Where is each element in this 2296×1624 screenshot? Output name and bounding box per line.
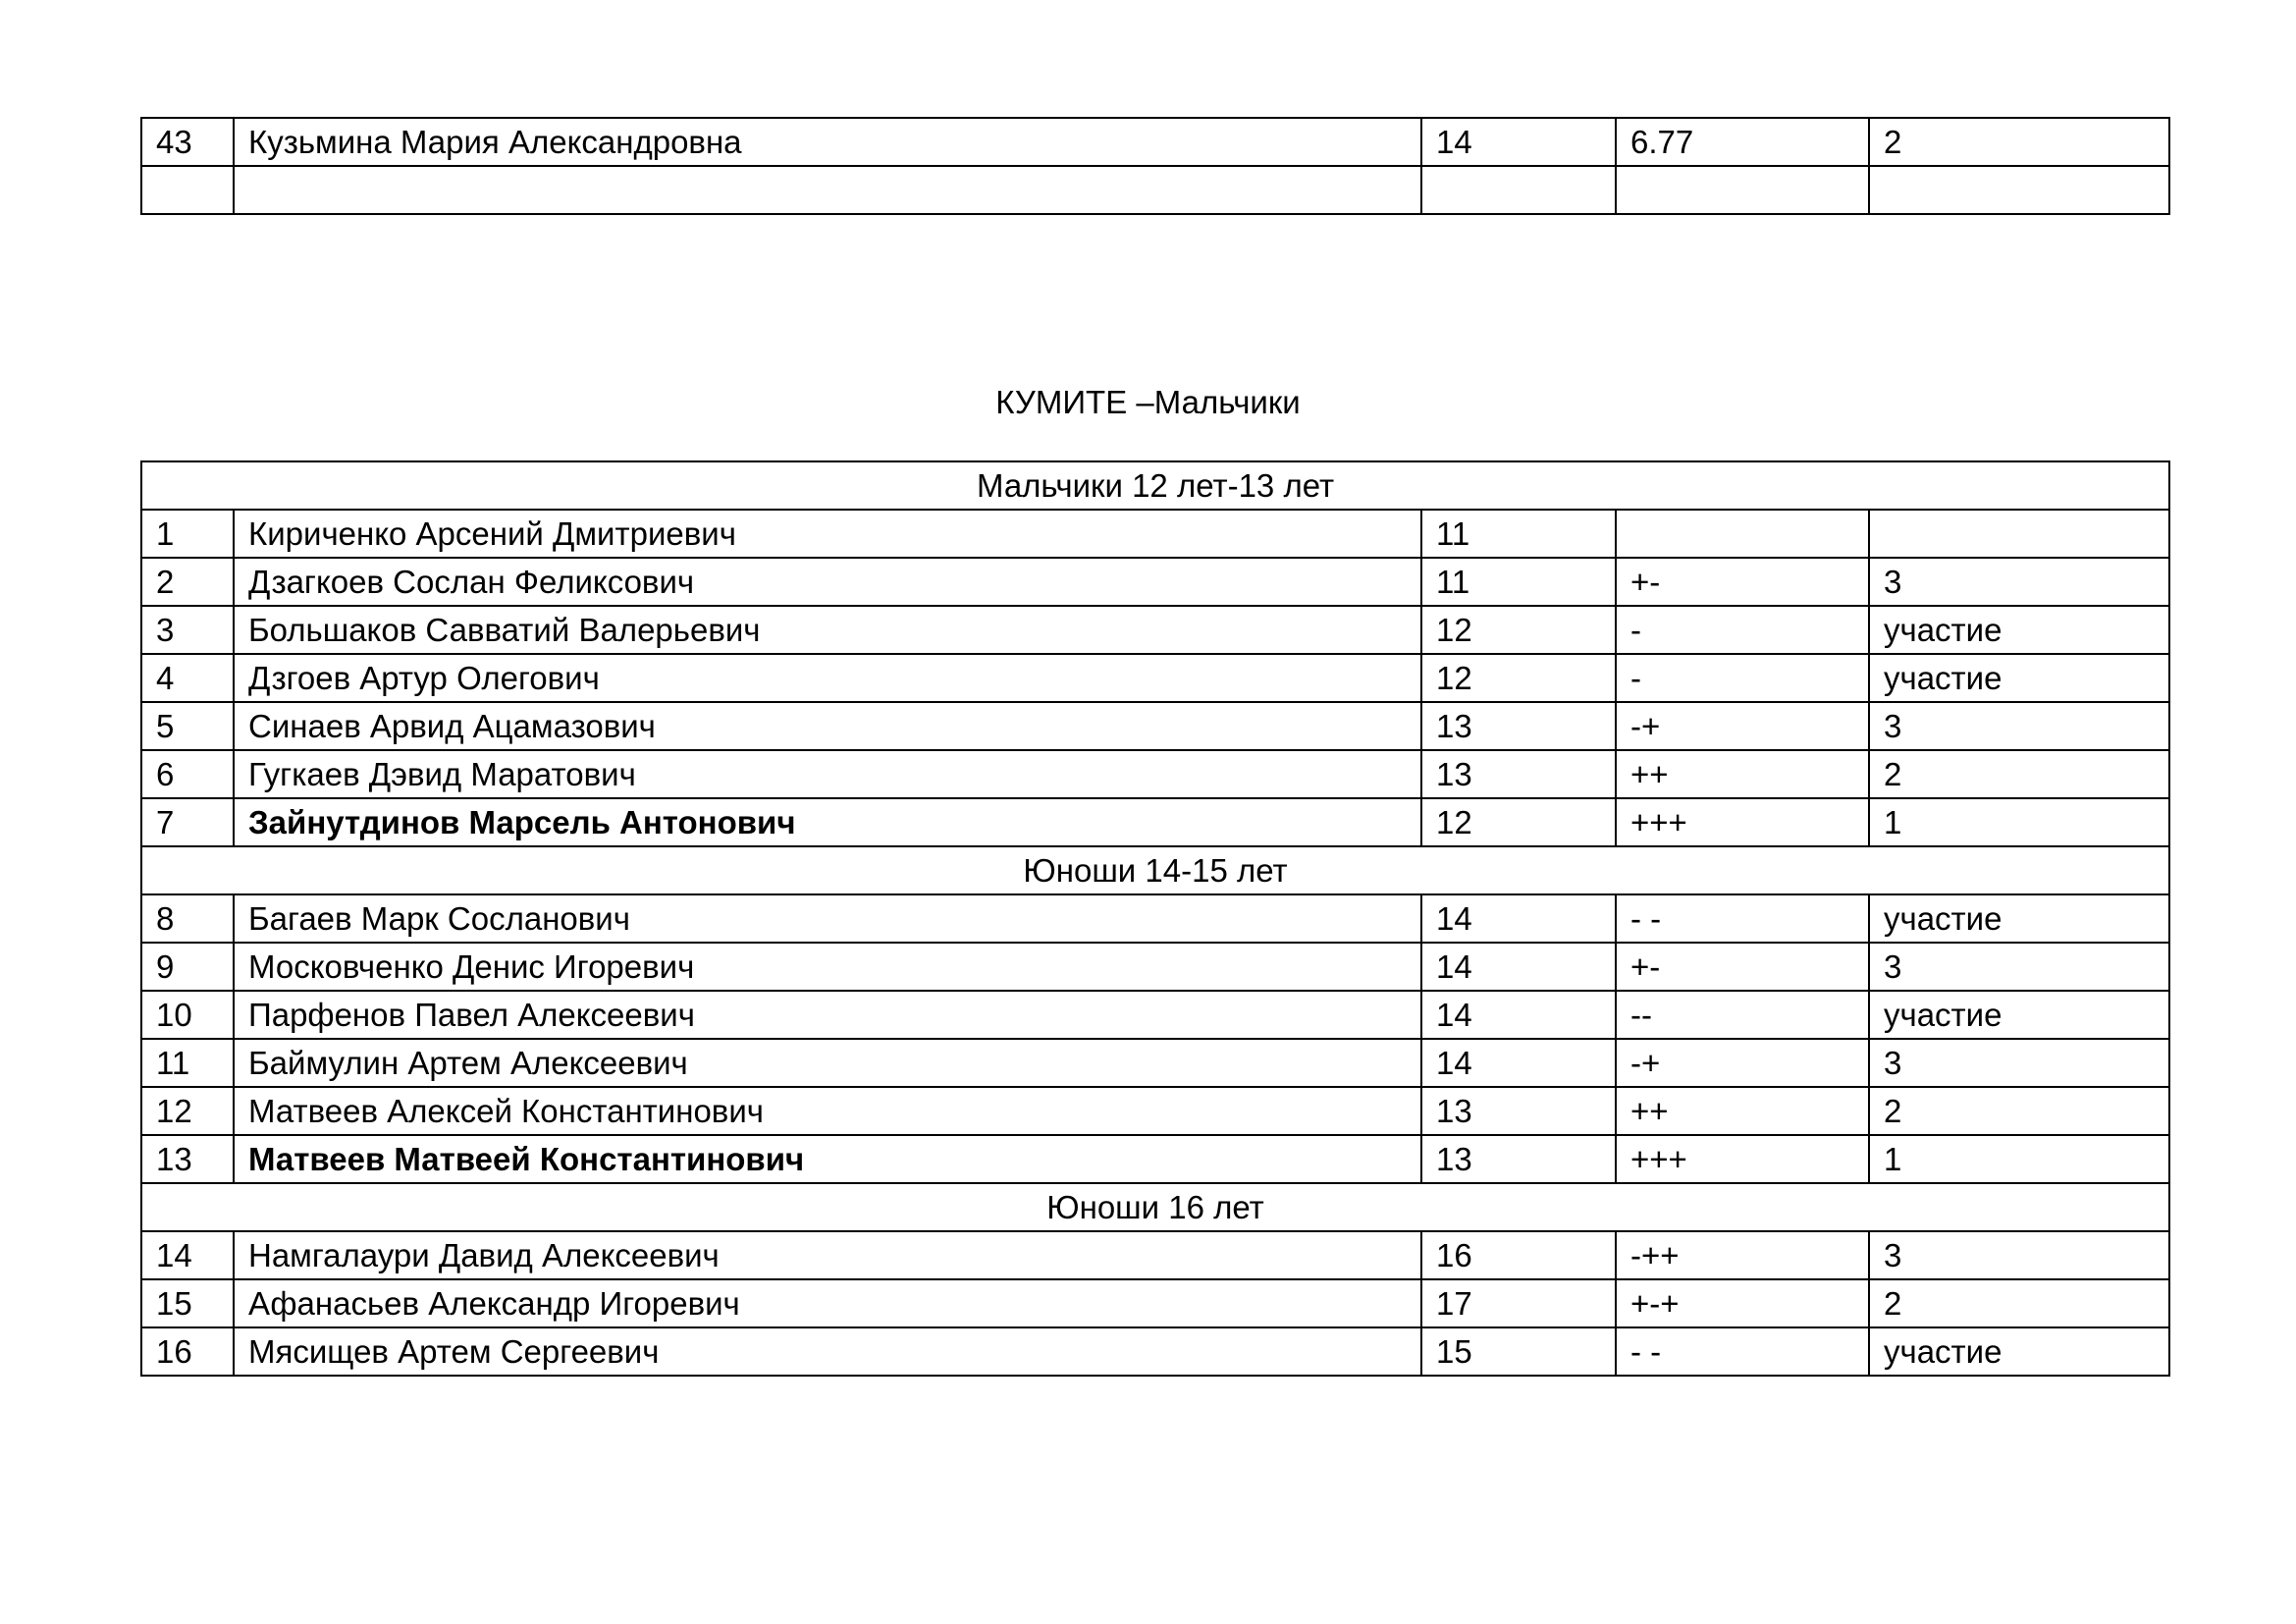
bout-results: +- (1616, 558, 1869, 606)
row-number: 12 (141, 1087, 234, 1135)
row-number: 43 (141, 118, 234, 166)
table-row (141, 991, 2169, 1039)
participant-age: 15 (1421, 1327, 1616, 1376)
participant-place: участие (1869, 991, 2169, 1039)
participant-place: участие (1869, 654, 2169, 702)
table-row (141, 1135, 2169, 1183)
bout-results: +-+ (1616, 1279, 1869, 1327)
row-number: 3 (141, 606, 234, 654)
participant-place: 3 (1869, 1231, 2169, 1279)
table-row (141, 654, 2169, 702)
participant-age: 13 (1421, 702, 1616, 750)
group-header-row (141, 846, 2169, 894)
bout-results: -- (1616, 991, 1869, 1039)
participant-age: 13 (1421, 750, 1616, 798)
participant-place: 2 (1869, 1087, 2169, 1135)
kumite-results-table (140, 460, 2170, 1377)
participant-name: Багаев Марк Сосланович (234, 894, 1421, 943)
participant-name: Синаев Арвид Ацамазович (234, 702, 1421, 750)
participant-name: Мясищев Артем Сергеевич (234, 1327, 1421, 1376)
participant-age: 12 (1421, 798, 1616, 846)
participant-name: Матвеев Алексей Константинович (234, 1087, 1421, 1135)
participant-age: 14 (1421, 894, 1616, 943)
table-row (141, 166, 2169, 214)
group-title: Юноши 14-15 лет (141, 846, 2169, 894)
bout-results: +++ (1616, 1135, 1869, 1183)
participant-age: 14 (1421, 991, 1616, 1039)
kumite-results-body (141, 461, 2169, 1376)
table-row (141, 606, 2169, 654)
participant-name: Афанасьев Александр Игоревич (234, 1279, 1421, 1327)
participant-name: Дзагкоев Сослан Феликсович (234, 558, 1421, 606)
table-row (141, 510, 2169, 558)
participant-name: Кузьмина Мария Александровна (234, 118, 1421, 166)
participant-place: 3 (1869, 943, 2169, 991)
participant-place: 2 (1869, 118, 2169, 166)
participant-place: 1 (1869, 1135, 2169, 1183)
participant-name: Матвеев Матвеей Константинович (234, 1135, 1421, 1183)
bout-results: -+ (1616, 1039, 1869, 1087)
row-number: 7 (141, 798, 234, 846)
participant-place: участие (1869, 1327, 2169, 1376)
participant-age: 11 (1421, 558, 1616, 606)
participant-name: Кириченко Арсений Дмитриевич (234, 510, 1421, 558)
table-row (141, 1279, 2169, 1327)
row-number: 2 (141, 558, 234, 606)
bout-results: 6.77 (1616, 118, 1869, 166)
group-title: Мальчики 12 лет-13 лет (141, 461, 2169, 510)
bout-results: ++ (1616, 1087, 1869, 1135)
table-row (141, 702, 2169, 750)
row-number: 8 (141, 894, 234, 943)
row-number (141, 166, 234, 214)
participant-age (1421, 166, 1616, 214)
table-row (141, 558, 2169, 606)
table-row (141, 750, 2169, 798)
group-header-row (141, 1183, 2169, 1231)
participant-age: 14 (1421, 943, 1616, 991)
row-number: 11 (141, 1039, 234, 1087)
row-number: 10 (141, 991, 234, 1039)
participant-age: 11 (1421, 510, 1616, 558)
bout-results: ++ (1616, 750, 1869, 798)
participant-place: 3 (1869, 702, 2169, 750)
bout-results: -+ (1616, 702, 1869, 750)
participant-name: Зайнутдинов Марсель Антонович (234, 798, 1421, 846)
row-number: 15 (141, 1279, 234, 1327)
row-number: 5 (141, 702, 234, 750)
row-number: 4 (141, 654, 234, 702)
bout-results: -++ (1616, 1231, 1869, 1279)
participant-place: 2 (1869, 750, 2169, 798)
bout-results: +- (1616, 943, 1869, 991)
participant-name: Парфенов Павел Алексеевич (234, 991, 1421, 1039)
row-number: 1 (141, 510, 234, 558)
bout-results: - - (1616, 894, 1869, 943)
participant-age: 16 (1421, 1231, 1616, 1279)
participant-place (1869, 510, 2169, 558)
participant-place: 3 (1869, 558, 2169, 606)
table-row (141, 1039, 2169, 1087)
top-results-body (141, 118, 2169, 214)
participant-name: Баймулин Артем Алексеевич (234, 1039, 1421, 1087)
participant-place: 1 (1869, 798, 2169, 846)
row-number: 6 (141, 750, 234, 798)
participant-age: 13 (1421, 1087, 1616, 1135)
group-header-row (141, 461, 2169, 510)
participant-age: 17 (1421, 1279, 1616, 1327)
participant-name: Большаков Савватий Валерьевич (234, 606, 1421, 654)
participant-name: Московченко Денис Игоревич (234, 943, 1421, 991)
participant-age: 12 (1421, 606, 1616, 654)
participant-age: 13 (1421, 1135, 1616, 1183)
participant-place: 2 (1869, 1279, 2169, 1327)
table-row (141, 798, 2169, 846)
participant-place: участие (1869, 894, 2169, 943)
table-row (141, 1087, 2169, 1135)
table-row (141, 894, 2169, 943)
participant-age: 12 (1421, 654, 1616, 702)
row-number: 9 (141, 943, 234, 991)
top-results-table (140, 117, 2170, 215)
participant-age: 14 (1421, 1039, 1616, 1087)
participant-place: участие (1869, 606, 2169, 654)
bout-results: - - (1616, 1327, 1869, 1376)
table-row (141, 943, 2169, 991)
table-row (141, 1231, 2169, 1279)
participant-age: 14 (1421, 118, 1616, 166)
row-number: 14 (141, 1231, 234, 1279)
participant-name (234, 166, 1421, 214)
row-number: 13 (141, 1135, 234, 1183)
section-title: КУМИТЕ –Мальчики (995, 384, 1301, 420)
participant-name: Гугкаев Дэвид Маратович (234, 750, 1421, 798)
participant-name: Дзгоев Артур Олегович (234, 654, 1421, 702)
group-title: Юноши 16 лет (141, 1183, 2169, 1231)
participant-name: Намгалаури Давид Алексеевич (234, 1231, 1421, 1279)
table-row (141, 118, 2169, 166)
row-number: 16 (141, 1327, 234, 1376)
participant-place: 3 (1869, 1039, 2169, 1087)
participant-place (1869, 166, 2169, 214)
bout-results: +++ (1616, 798, 1869, 846)
bout-results (1616, 510, 1869, 558)
table-row (141, 1327, 2169, 1376)
bout-results: - (1616, 606, 1869, 654)
bout-results: - (1616, 654, 1869, 702)
bout-results (1616, 166, 1869, 214)
